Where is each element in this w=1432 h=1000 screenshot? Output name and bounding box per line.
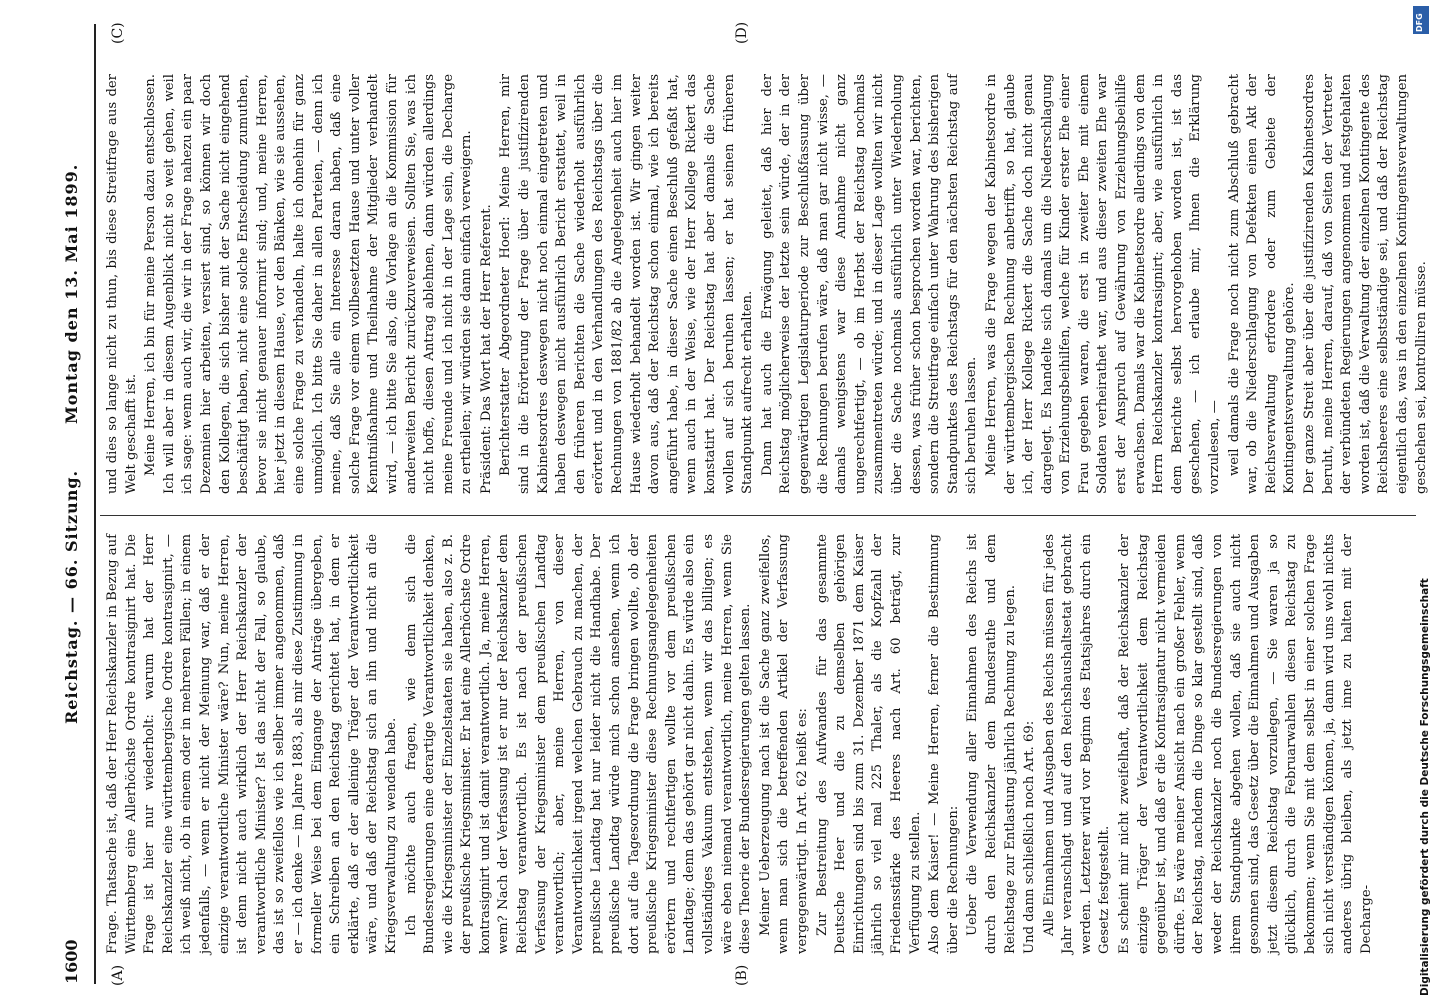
paragraph: Berichterstatter Abgeordneter Hoerl: Meine Herren, mir sind in die Erörterung der Frage über die justifizirenden Kabinetsordres deswegen nicht noch einmal eingetreten und haben deswegen nicht ausführlich Bericht erstattet, weil in den früheren Berichten die Sache wiederholt ausführlich erörtert und in den Verhandlungen des Reichstags über die Rechnungen von 1881/82 ab die Angelegenheit auch hier im Hause wiederholt behandelt worden ist. Wir gingen weiter davon aus, daß der Reichstag schon einmal, wie ich bereits angeführt habe, in dieser Sache einen Beschluß gefaßt hat, wenn auch in der Weise, wie der Herr Kollege Rickert das konstatirt hat. Der Reichstag hat aber damals die Sache wollen auf sich beruhen lassen; er hat seinen früheren Standpunkt aufrecht erhalten.: [498, 74, 756, 494]
paragraph: Es scheint mir nicht zweifelhaft, daß der Reichskanzler der einzige Träger der Verantwortlichkeit dem Reichstag gegenüber ist, und daß er die Kontrasignatur nicht vermeiden dürfte. Es wäre meiner Ansicht nach ein großer Fehler, wenn der Reichstag, nachdem die Dinge so klar gestellt sind, daß weder der Reichskanzler noch die Bundesregierungen von ihrem Standpunkte abgehen wollen, daß sie auch nicht gesonnen sind, das Gesetz über die Einnahmen und Ausgaben jetzt diesem Reichstag vorzulegen, — Sie waren ja so glücklich, durch die Februarwahlen diesen Reichstag zu bekommen; wenn Sie mit dem selbst in einer solchen Frage sich nicht verständigen können, ja, dann wird uns wohl nichts anderes übrig bleiben, als jetzt inne zu halten mit der Decharge-: [1117, 534, 1374, 954]
paragraph: Meiner Ueberzeugung nach ist die Sache ganz zweifellos, wenn man sich die betreffenden Artikel der Verfassung vergegenwärtigt. In Art. 62 heißt es:: [757, 534, 810, 954]
paragraph: Also dem Kaiser! — Meine Herren, ferner die Bestimmung über die Rechnungen:: [927, 534, 961, 954]
page-header: [54, 24, 96, 984]
paragraph: Präsident: Das Wort hat der Herr Referent.: [478, 204, 494, 494]
dfg-logo: DFG: [1413, 6, 1429, 34]
margin-marker-a: (A): [110, 964, 126, 986]
paragraph: weil damals die Frage noch nicht zum Abschluß gebracht war, ob die Niederschlagung von Defekten einen Akt der Reichsverwaltung erfordere oder zum Gebiete der Kontingentsverwaltung gehöre.: [1226, 74, 1298, 494]
right-column: [104, 74, 1429, 494]
paragraph: Ueber die Verwendung aller Einnahmen des Reichs ist durch den Reichskanzler dem Bundesrathe und dem Reichstage zur Entlastung jährlich Rechnung zu legen.: [965, 534, 1018, 954]
session-date: Montag den 13. Mai 1899.: [62, 163, 81, 424]
column-divider: [100, 515, 1416, 516]
paragraph: Und dann schließlich noch Art. 69:: [1022, 720, 1038, 954]
page-number: 1600: [62, 939, 81, 984]
paragraph: Meine Herren, ich bin für meine Person dazu entschlossen. Ich will aber in diesem Augenblick nicht so weit gehen, weil ich sage: wenn auch wir, die wir in der Frage nahezu ein paar Dezennien hier arbeiten, versiert sind, so können wir doch den Kollegen, die sich bisher mit der Sache nicht eingehend beschäftigt haben, nicht eine solche Entscheidung zumuthen, bevor sie nicht genauer informirt sind; und, meine Herren, hier jetzt in diesem Hause, vor den Bänken, wie sie aussehen, eine solche Frage zu verhandeln, halte ich ohnehin für ganz unmöglich. Ich bitte Sie daher in allen Parteien, — denn ich meine, daß Sie alle ein Interesse daran haben, daß eine solche Frage vor einem vollbesetzten Hause und unter voller Kenntnißnahme und Theilnahme der Mitglieder verhandelt wird, — ich bitte Sie also, die Vorlage an die Kommission für anderweiten Bericht zurückzuverweisen. Sollten Sie, was ich nicht hoffe, diesen Antrag ablehnen, dann würden allerdings meine Freunde und ich nicht in der Lage sein, die Decharge zu ertheilen; wir würden sie dann einfach verweigern.: [143, 74, 475, 494]
paragraph: Frage. Thatsache ist, daß der Herr Reichskanzler in Bezug auf Württemberg eine Allerhöchste Ordre kontrasignirt hat. Die Frage ist hier nur wiederholt: warum hat der Herr Reichskanzler eine württembergische Ordre kontrasignirt, — ich weiß nicht, ob in einem oder in mehreren Fällen; in einem jedenfalls, — wenn er nicht der Meinung war, daß er der einzige verantwortliche Minister wäre? Nun, meine Herren, ist denn nicht auch wirklich der Herr Reichskanzler der verantwortliche Minister? Ist das nicht der Fall, so glaube, das ist so zweifellos wie ich selber immer angenommen, daß er — ich denke — im Jahre 1883, als mir diese Zustimmung in formeller Weise bei dem Eingange der Anträge übergeben, ein Schreiben an den Reichstag gerichtet hat, in dem er erklärte, daß er der alleinige Träger der Verantwortlichkeit wäre, und daß der Reichstag sich an ihn und nicht an die Kriegsverwaltung zu wenden habe.: [105, 534, 399, 954]
margin-marker-b: (B): [734, 964, 750, 986]
paragraph: und dies so lange nicht zu thun, bis diese Streitfrage aus der Welt geschafft ist.: [105, 74, 139, 494]
digitization-note: Digitalisierung gefördert durch die Deutsche Forschungsgemeinschaft: [1419, 578, 1431, 996]
left-column: [104, 534, 1416, 954]
paragraph: Ich möchte auch fragen, wie denn sich die Bundesregierungen eine derartige Verantwortlichkeit denken, wie die Kriegsminister der Einzelstaaten sie haben, also z. B. der preußische Kriegsminister. Er hat eine Allerhöchste Ordre kontrasignirt und ist damit verantwortlich. Ja, meine Herren, wem? Nach der Verfassung ist er nur der Reichskanzler dem Reichstag verantwortlich. Es ist nach der preußischen Verfassung der Kriegsminister dem preußischen Landtag verantwortlich; aber, meine Herren, von dieser Verantwortlichkeit irgend welchen Gebrauch zu machen, der preußische Landtag hat nur leider nicht die Handhabe. Der preußische Landtag würde mich schon ansehen, wenn ich dort auf die Tagesordnung die Frage bringen wollte, ob der preußische Kriegsminister diese Rechnungsangelegenheiten erörtern und rechtfertigen wollte vor dem preußischen Landtage; denn das gehört gar nicht dahin. Es würde also ein vollständiges Vakuum entstehen, wenn wir das billigen; es wäre eben niemand verantwortlich, meine Herren, wenn Sie diese Theorie der Bundesregierungen gelten lassen.: [403, 534, 754, 954]
session-title: Reichstag. — 66. Sitzung.: [62, 469, 81, 724]
margin-marker-c: (C): [110, 22, 126, 44]
margin-marker-d: (D): [734, 21, 750, 44]
paragraph: Zur Bestreitung des Aufwandes für das gesammte Deutsche Heer und die zu demselben gehörigen Einrichtungen sind bis zum 31. Dezember 1871 dem Kaiser jährlich so viel mal 225 Thaler, als die Kopfzahl der Friedensstärke des Heeres nach Art. 60 beträgt, zur Verfügung zu stellen.: [814, 534, 923, 954]
paragraph: Dann hat auch die Erwägung geleitet, daß hier der Reichstag möglicherweise der letzte sein würde, der in der gegenwärtigen Legislaturperiode zur Beschlußfassung über die Rechnungen berufen wäre, daß man gar nicht wisse, — damals wenigstens war diese Annahme nicht ganz ungerechtfertigt, — ob im Herbst der Reichstag nochmals zusammentreten würde; und in dieser Lage wollten wir nicht über die Sache nochmals ausführlich unter Wiederholung dessen, was früher schon besprochen worden war, berichten, sondern die Streitfrage einfach unter Wahrung des bisherigen Standpunktes des Reichstags für den nächsten Reichstag auf sich beruhen lassen.: [759, 74, 980, 494]
paragraph: Der ganze Streit aber über die justifizirenden Kabinetsordres beruht, meine Herren, darauf, daß von Seiten der Vertreter der verbündeten Regierungen angenommen und festgehalten worden ist, daß die Verwaltung der einzelnen Kontingente des Reichsheeres eine selbstständige sei, und daß der Reichstag eigentlich das, was in den einzelnen Kontingentsverwaltungen geschehen sei, kontrolliren müsse.: [1302, 74, 1429, 494]
paragraph: Meine Herren, was die Frage wegen der Kabinetsordre in der württembergischen Rechnung anbetrifft, so hat, glaube ich, der Herr Kollege Rickert die Sache doch nicht genau dargelegt. Es handelte sich damals um die Niederschlagung von Erziehungsbeihilfen, welche für Kinder erster Ehe einer Frau gegeben waren, die erst in zweiter Ehe mit einem Soldaten verheirathet war, und aus dieser zweiten Ehe war erst der Anspruch auf Gewährung von Erziehungsbeihilfe erwachsen. Damals war die Kabinetsordre allerdings von dem Herrn Reichskanzler kontrasignirt; aber, wie ausführlich in dem Berichte selbst hervorgehoben worden ist, ist das geschehen, — ich erlaube mir, Ihnen die Erklärung vorzulesen, —: [983, 74, 1223, 494]
paragraph: Alle Einnahmen und Ausgaben des Reichs müssen für jedes Jahr veranschlagt und auf den Reichshaushaltsetat gebracht werden. Letzterer wird vor Beginn des Etatsjahres durch ein Gesetz festgestellt.: [1041, 534, 1113, 954]
